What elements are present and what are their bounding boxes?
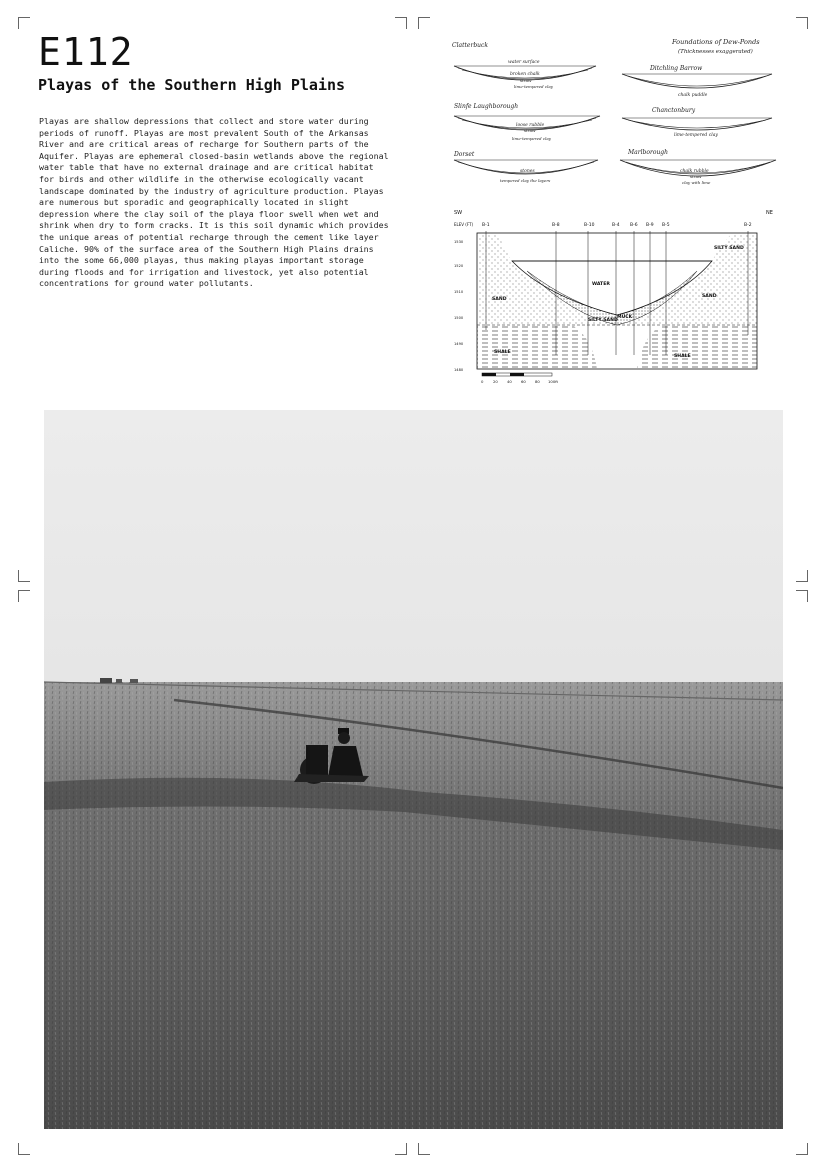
svg-text:Slinfe Laughborough: Slinfe Laughborough: [454, 103, 519, 110]
layer-label: SHALE: [494, 350, 511, 355]
geologic-cross-section: [452, 205, 782, 385]
body-paragraph: Playas are shallow depressions that collect and store water during periods of runoff. Playas are most prevalent South of the Arkansas River and are critical areas of recharge for Southern parts of the Aquifer. Playas are ephemeral closed-basin wetlands above the regional water table that have no external drainage and are critical habitat for birds and other wildlife in the otherwise ecologically vacant landscape dominated by the industry of agriculture production. Playas are numerous but sporadic and geographically located in slight depression where the clay soil of the playa floor swell when wet and shrink when dry to form cracks. It is this soil dynamic which provides the unique areas of potential recharge through the cement like layer Caliche. 90% of the surface area of the Southern High Plains drains into the some 66,000 playas, thus making playas important storage during floods and for irrigation and livestock, yet also potential concentrations for ground water pollutants.: [39, 116, 389, 289]
dir-ne: NE: [766, 210, 773, 216]
svg-text:lime-tempered clay: lime-tempered clay: [514, 84, 554, 89]
layer-label: SAND: [492, 297, 507, 302]
crop-mark: [796, 590, 808, 602]
dir-sw: SW: [454, 210, 463, 216]
figure-note: (Thicknesses exaggerated): [678, 49, 753, 55]
crop-mark: [418, 1143, 430, 1155]
pond-panel: [622, 107, 772, 138]
svg-text:80: 80: [535, 379, 540, 384]
svg-text:lime-tempered clay: lime-tempered clay: [512, 136, 552, 141]
crop-mark: [395, 17, 407, 29]
svg-text:1530: 1530: [454, 240, 464, 244]
boring-label: B-4: [612, 223, 620, 228]
pond-panel: [622, 65, 772, 98]
page-code: E112: [38, 30, 134, 74]
boring-label: B-9: [646, 223, 654, 228]
svg-text:1480: 1480: [454, 368, 464, 372]
svg-text:chalk puddle: chalk puddle: [678, 93, 708, 98]
pond-panel: [452, 42, 596, 89]
svg-text:broken chalk: broken chalk: [510, 72, 540, 77]
crop-mark: [18, 570, 30, 582]
crop-mark: [18, 1143, 30, 1155]
svg-text:0: 0: [481, 379, 484, 384]
crop-mark: [418, 17, 430, 29]
pond-panel: [453, 151, 598, 183]
scale-bar: [481, 373, 559, 384]
crop-mark: [18, 17, 30, 29]
layer-label: SILTY SAND: [714, 246, 744, 251]
svg-text:100ft: 100ft: [548, 379, 559, 384]
layer-label: SILTY SAND: [588, 318, 618, 323]
elev-label: ELEV (FT): [454, 222, 474, 227]
boring-label: B-6: [630, 223, 638, 228]
boring-label: B-8: [552, 223, 560, 228]
svg-text:stones: stones: [520, 169, 535, 174]
page-title: Playas of the Southern High Plains: [38, 76, 346, 94]
svg-text:tempered clay the layers: tempered clay the layers: [500, 178, 551, 183]
figure-title: Foundations of Dew-Ponds: [672, 38, 760, 46]
svg-text:clay with lime: clay with lime: [682, 180, 711, 185]
svg-text:chalk rubble: chalk rubble: [680, 169, 709, 174]
svg-text:Dorset: Dorset: [454, 151, 475, 158]
boring-label: B-10: [584, 223, 595, 228]
layer-label: SAND: [702, 294, 717, 299]
svg-text:Clatterbuck: Clatterbuck: [452, 42, 489, 49]
crop-mark: [395, 1143, 407, 1155]
pond-panel: [454, 103, 600, 141]
svg-text:lime-tempered clay: lime-tempered clay: [674, 133, 718, 138]
svg-text:Marlborough: Marlborough: [628, 149, 669, 156]
svg-text:1500: 1500: [454, 316, 464, 320]
dew-ponds-figure: [450, 36, 790, 196]
svg-text:1490: 1490: [454, 342, 464, 346]
boring-label: B-5: [662, 223, 670, 228]
crop-mark: [796, 1143, 808, 1155]
layer-label: MUCK: [617, 315, 633, 320]
boring-label: B-2: [744, 223, 752, 228]
svg-text:1510: 1510: [454, 290, 464, 294]
crop-mark: [18, 590, 30, 602]
pond-panel: [620, 149, 776, 185]
svg-text:20: 20: [493, 379, 498, 384]
crop-mark: [796, 17, 808, 29]
svg-text:water surface: water surface: [508, 60, 540, 65]
svg-text:straw: straw: [524, 128, 536, 133]
playa-landscape-photo: [44, 410, 783, 1129]
svg-text:40: 40: [507, 379, 512, 384]
boring-label: B-1: [482, 223, 490, 228]
svg-text:60: 60: [521, 379, 526, 384]
crop-mark: [796, 570, 808, 582]
layer-label: SHALE: [674, 354, 691, 359]
svg-text:1520: 1520: [454, 264, 464, 268]
svg-text:Chanctonbury: Chanctonbury: [652, 107, 696, 114]
svg-text:straw: straw: [690, 174, 702, 179]
svg-text:Ditchling Barrow: Ditchling Barrow: [650, 65, 703, 72]
svg-text:straw: straw: [520, 78, 532, 83]
svg-text:loose rubble: loose rubble: [516, 123, 545, 128]
layer-label: WATER: [592, 282, 610, 287]
